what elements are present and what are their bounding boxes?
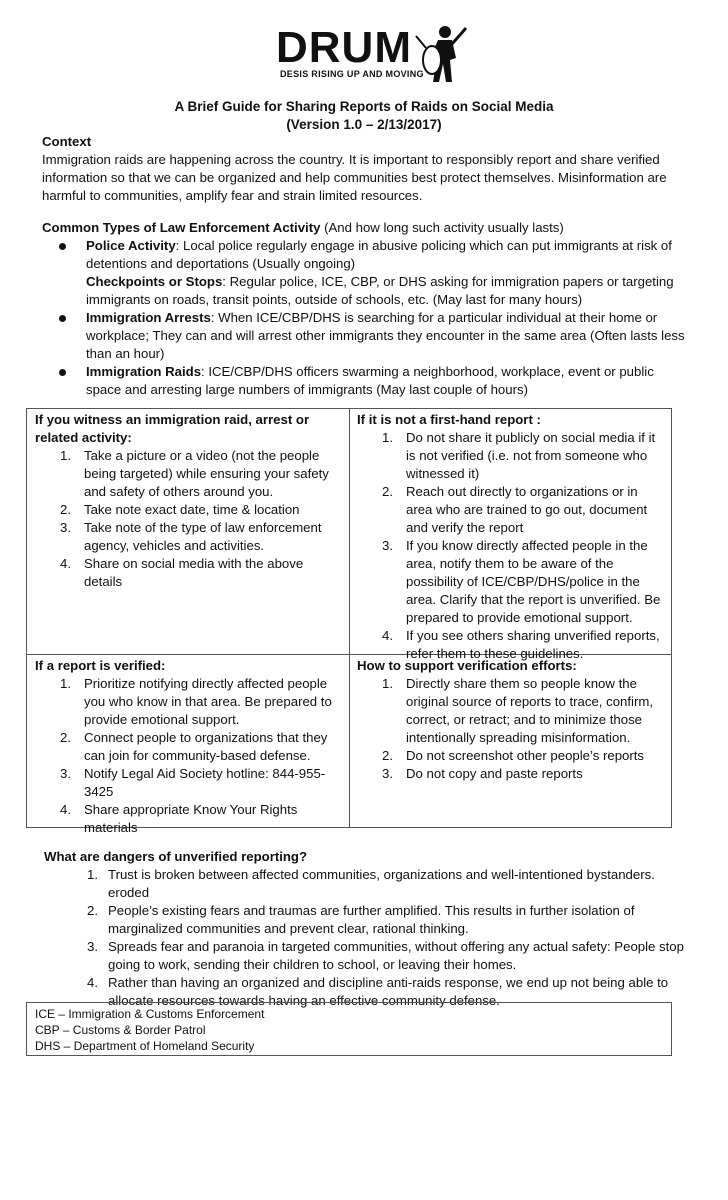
not-first-hand-cell: [357, 411, 665, 663]
list-item: 4. Rather than having an organized and discipline anti-raids response, we end up not being able to allocate resources towards having an effective community defense.: [87, 975, 669, 1008]
list-item: 1. Directly share them so people know the original source of reports to trace, confirm, correct, or retract; and to minimize those intentionally spreading misinformation.: [382, 676, 654, 745]
table-divider-vertical: [349, 409, 350, 827]
bullet-icon: [59, 315, 66, 322]
list-item: 3. Spreads fear and paranoia in targeted communities, without offering any actual safety: People stop going to work, sending their children to school, or leaving their homes.: [87, 939, 684, 972]
list-item: 1. Trust is broken between affected communities, organizations and well-intentioned bystanders. eroded: [87, 867, 655, 900]
list-item-sub: Checkpoints or Stops: Regular police, ICE, CBP, or DHS asking for immigration papers or targeting immigrants on roads, transit points, outside of schools, etc. (May last for many hours): [86, 274, 674, 307]
list-item: 2. Connect people to organizations that they can join for community-based defense.: [60, 730, 328, 763]
list-item: 3. If you know directly affected people in the area, notify them to be aware of the possibility of ICE/CBP/DHS/police in the area. Clarify that the report is unverified. Be prepared to provide emotional support.: [382, 538, 661, 625]
context-section: [42, 133, 692, 205]
guide-version: (Version 1.0 – 2/13/2017): [286, 117, 442, 132]
glossary-item-cbp: CBP – Customs & Border Patrol: [35, 1023, 206, 1037]
list-item: 3. Notify Legal Aid Society hotline: 844-955-3425: [60, 766, 326, 799]
logo-tagline: DESIS RISING UP AND MOVING: [280, 69, 424, 79]
dangers-section: [42, 848, 692, 1010]
list-item: Immigration Arrests: When ICE/CBP/DHS is searching for a particular individual at their home or workplace; They can and will arrest other immigrants they encounter in the same area (Often lasts less than an hour): [42, 309, 692, 363]
list-item: 2. Do not screenshot other people’s reports: [382, 748, 645, 763]
context-heading: Context: [42, 134, 92, 149]
law-heading: Common Types of Law Enforcement Activity (And how long such activity usually lasts): [42, 220, 564, 235]
glossary-item-dhs: DHS – Department of Homeland Security: [35, 1039, 255, 1053]
law-enforcement-section: [42, 219, 692, 399]
list-item: 2. Reach out directly to organizations or in area who are trained to go out, document and verify the report: [382, 484, 648, 535]
drummer-figure-icon: [412, 24, 470, 86]
list-item: 2. People’s existing fears and traumas are further amplified. This results in further isolation of marginalized communities and prevent clear, rational thinking.: [87, 903, 635, 936]
dangers-heading: What are dangers of unverified reporting?: [44, 849, 308, 864]
witness-heading: If you witness an immigration raid, arrest or related activity:: [35, 412, 310, 445]
list-item: 1. Prioritize notifying directly affected people you who know in that area. Be prepared to provide emotional support.: [60, 676, 332, 727]
guide-title: A Brief Guide for Sharing Reports of Raids on Social Media: [174, 99, 554, 114]
list-item: 3. Do not copy and paste reports: [382, 766, 583, 781]
list-item: 4. Share on social media with the above details: [60, 556, 304, 589]
bullet-icon: [59, 243, 66, 250]
list-item: 1. Take a picture or a video (not the people being targeted) while ensuring your safety and safety of others around you.: [60, 448, 329, 499]
support-verification-cell: [357, 657, 665, 783]
glossary-box: [26, 1002, 672, 1056]
bullet-icon: [59, 369, 66, 376]
context-body: Immigration raids are happening across the country. It is important to responsibly report and share verified information so that we can be organized and help communities best protect themselves. Misinformation are harmful to communities, amplify fear and strain limited resources.: [42, 152, 667, 203]
drum-logo: [270, 24, 470, 86]
list-item: 1. Do not share it publicly on social media if it is not verified (i.e. not from someone who witnessed it): [382, 430, 656, 481]
glossary-item-ice: ICE – Immigration & Customs Enforcement: [35, 1007, 265, 1021]
list-item: 4. Share appropriate Know Your Rights materials: [60, 802, 298, 835]
guidance-table: [26, 408, 672, 835]
verified-heading: If a report is verified:: [35, 658, 166, 673]
verified-cell: [35, 657, 341, 837]
list-item: 2. Take note exact date, time & location: [60, 502, 300, 517]
logo-wordmark: DRUM: [276, 23, 412, 72]
list-item: Immigration Raids: ICE/CBP/DHS officers swarming a neighborhood, workplace, event or public space and arresting large numbers of immigrants (May last couple of hours): [42, 363, 692, 399]
not-first-hand-heading: If it is not a first-hand report :: [357, 412, 541, 427]
witness-cell: [35, 411, 341, 591]
list-item: 3. Take note of the type of law enforcement agency, vehicles and activities.: [60, 520, 322, 553]
list-item: Police Activity: Local police regularly engage in abusive policing which can put immigrants at risk of detentions and deportations (Usually ongoing) Checkpoints or Stops: Regular police, ICE, CBP, or DHS asking for immigration papers or targeting immigrants on roads, transit points, outside of schools, etc. (May last for many hours): [42, 237, 692, 309]
support-heading: How to support verification efforts:: [357, 658, 577, 673]
list-item: 4. If you see others sharing unverified reports, refer them to these guidelines.: [382, 628, 660, 661]
